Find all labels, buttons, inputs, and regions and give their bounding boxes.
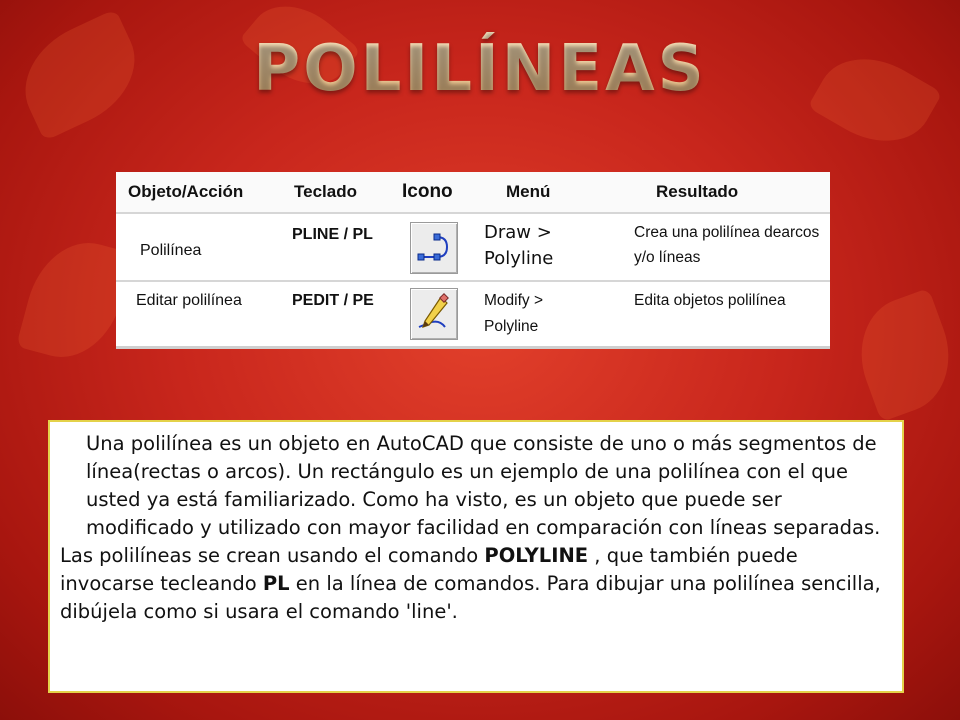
slide-title: POLILÍNEAS — [0, 32, 960, 106]
header-objeto: Objeto/Acción — [128, 182, 244, 201]
cell-teclado: PEDIT / PE — [292, 292, 374, 309]
command-polyline: POLYLINE — [484, 544, 589, 567]
commands-table — [116, 172, 830, 346]
table-row — [116, 282, 830, 349]
background-leaf — [844, 288, 960, 422]
polyline-icon — [410, 222, 458, 274]
header-resultado: Resultado — [656, 182, 739, 201]
cell-teclado: PLINE / PL — [292, 226, 373, 243]
paragraph-2-text: en la línea de comandos. Para dibujar una polilínea sencilla, dibújela como si usara el comando 'line'. — [60, 572, 881, 623]
paragraph-2-text: , que también puede invocarse tecleando — [60, 544, 798, 595]
cell-resultado: Edita objetos polilínea — [634, 292, 786, 309]
header-icono: Icono — [402, 181, 453, 202]
command-pl: PL — [262, 572, 290, 595]
paragraph-2 — [60, 542, 892, 626]
header-teclado: Teclado — [294, 182, 357, 201]
paragraph-2-text: Las polilíneas se crean usando el comando — [60, 544, 485, 567]
explanation-textbox — [48, 420, 904, 693]
table-row — [116, 214, 830, 282]
cell-objeto: Polilínea — [140, 242, 202, 259]
cell-menu: Modify > Polyline — [484, 292, 544, 335]
table-header-row — [116, 172, 830, 214]
header-menu: Menú — [506, 182, 551, 201]
paragraph-1: Una polilínea es un objeto en AutoCAD que consiste de uno o más segmentos de línea(rectas o arcos). Un rectángulo es un ejemplo de una polilínea con el que usted ya está familiarizado. Como ha visto, es un objeto que puede ser modificado y utilizado con mayor facilidad en comparación con líneas separadas. — [86, 432, 881, 539]
cell-resultado: Crea una polilínea dearcos y/o líneas — [634, 224, 820, 266]
edit-polyline-icon — [410, 288, 458, 340]
cell-menu: Draw > Polyline — [484, 222, 554, 269]
cell-objeto: Editar polilínea — [136, 292, 242, 309]
